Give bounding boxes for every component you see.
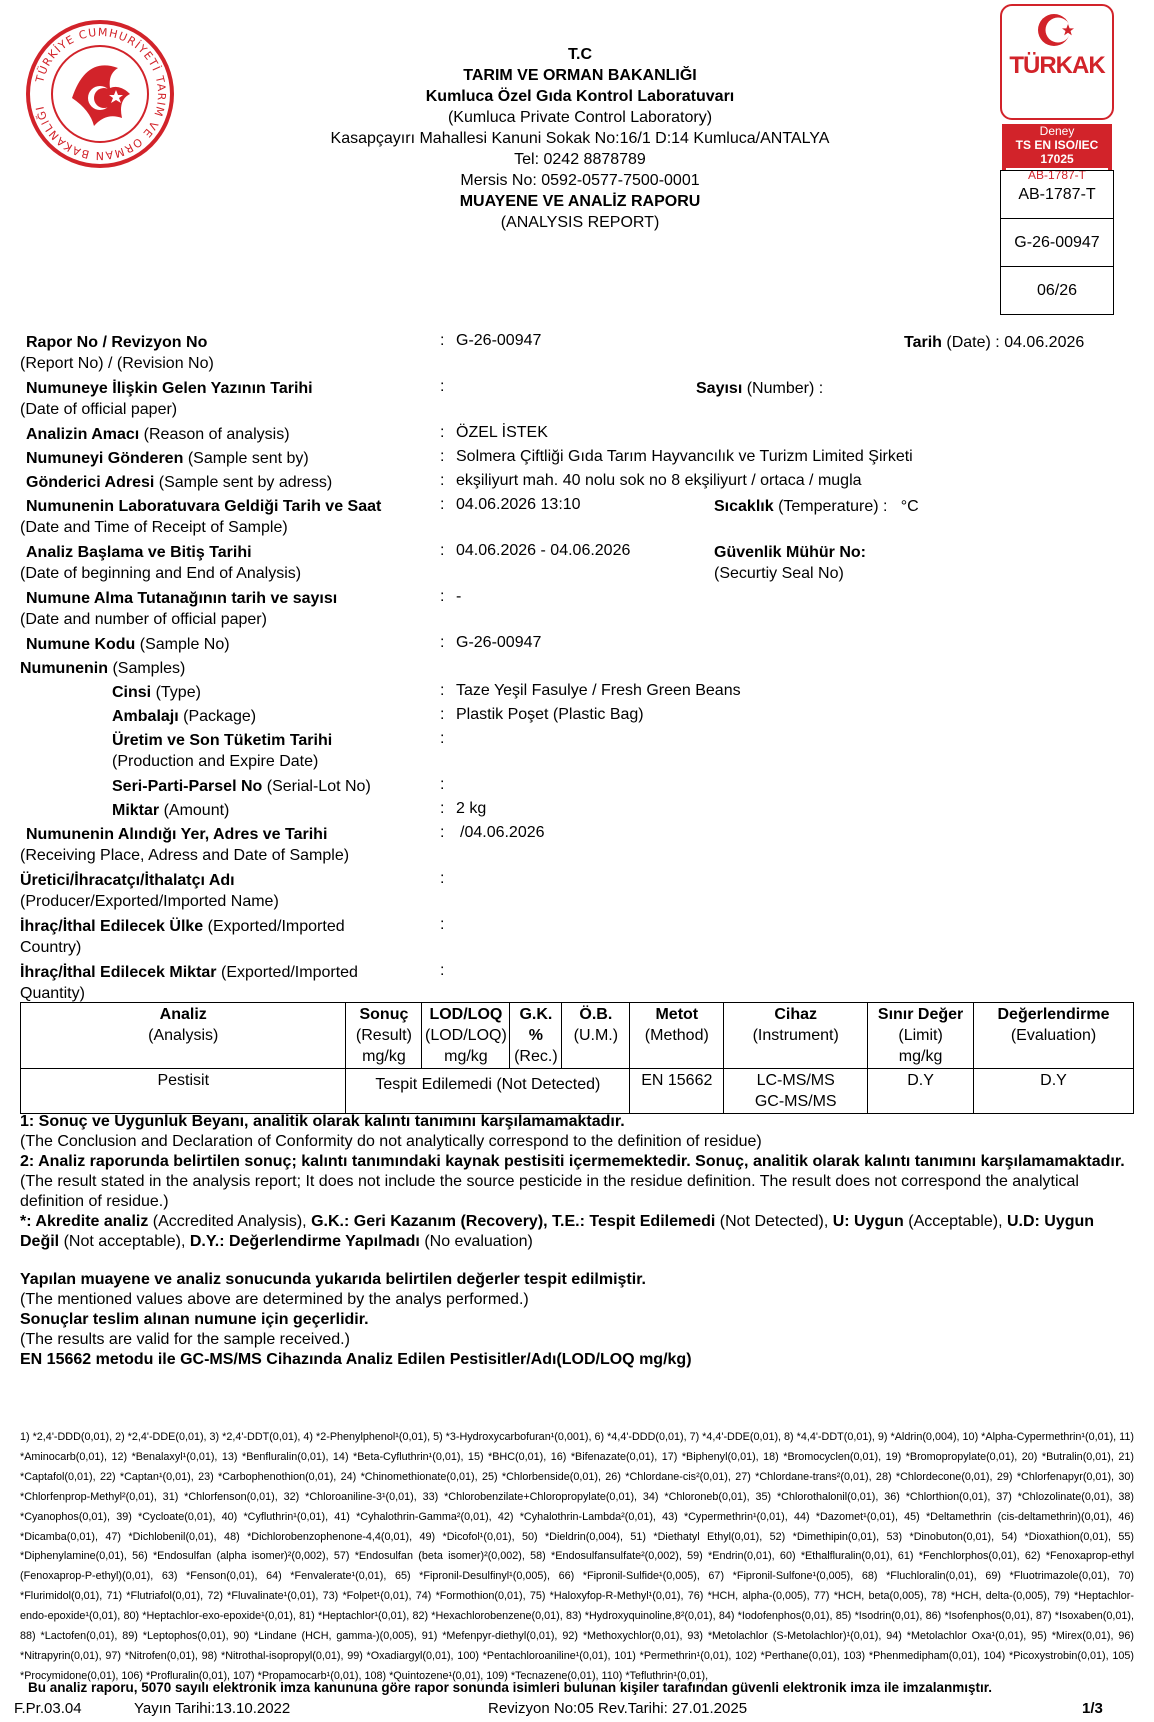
- conclusion-en: (The mentioned values above are determined by the analys performed.): [20, 1291, 529, 1308]
- col-uncertainty: Ö.B. (U.M.): [562, 1003, 630, 1069]
- col-recovery: G.K. % (Rec.): [510, 1003, 562, 1069]
- col-analysis: Analiz (Analysis): [21, 1003, 346, 1069]
- col-limit: Sınır Değer (Limit) mg/kg: [868, 1003, 974, 1069]
- colon: :: [440, 542, 445, 559]
- producer-label-en: (Producer/Exported/Imported Name): [20, 893, 279, 910]
- form-code: F.Pr.03.04: [14, 1700, 82, 1717]
- sender-value: Solmera Çiftliği Gıda Tarım Hayvancılık ve Turizm Limited Şirketi: [456, 448, 913, 465]
- header-mersis: Mersis No: 0592-0577-7500-0001: [460, 172, 700, 189]
- revision-info: Revizyon No:05 Rev.Tarihi: 27.01.2025: [488, 1700, 748, 1717]
- receipt-value: 04.06.2026 13:10: [456, 496, 581, 513]
- reason-value: ÖZEL İSTEK: [456, 424, 548, 441]
- sampling-value: -: [456, 588, 462, 605]
- results-header-row: [21, 1003, 1134, 1069]
- production-date-label-en: (Production and Expire Date): [112, 753, 319, 770]
- crescent-star-icon: [1036, 12, 1078, 48]
- cell-limit: D.Y: [868, 1069, 974, 1114]
- reason-label: Analizin Amacı (Reason of analysis): [26, 426, 290, 443]
- note-2: 2: Analiz raporunda belirtilen sonuç; kalıntı tanımındaki kaynak pestisiti içermemektedir. Sonuç, analitik olarak kalıntı tanımını karşılamamaktadır.: [20, 1153, 1125, 1170]
- cell-analysis: Pestisit: [21, 1069, 346, 1114]
- turkak-logo: [1000, 4, 1114, 120]
- side-period: 06/26: [1001, 267, 1114, 315]
- production-date-label: Üretim ve Son Tüketim Tarihi: [112, 732, 333, 749]
- receiving-place-label-en: (Receiving Place, Adress and Date of Sample): [20, 847, 350, 864]
- header-report-title-en: (ANALYSIS REPORT): [500, 214, 660, 231]
- validity: Sonuçlar teslim alınan numune için geçerlidir.: [20, 1311, 369, 1328]
- pesticide-list-title: EN 15662 metodu ile GC-MS/MS Cihazında Analiz Edilen Pestisitler/Adı(LOD/LOQ mg/kg): [20, 1351, 692, 1368]
- colon: :: [440, 424, 445, 441]
- colon: :: [440, 496, 445, 513]
- samples-label: Numunenin (Samples): [20, 660, 186, 677]
- analysis-dates-value: 04.06.2026 - 04.06.2026: [456, 542, 631, 559]
- colon: :: [440, 800, 445, 817]
- type-value: Taze Yeşil Fasulye / Fresh Green Beans: [456, 682, 741, 699]
- turkak-name: TÜRKAK: [1009, 52, 1105, 79]
- pesticide-list: 1) *2,4'-DDD(0,01), 2) *2,4'-DDE(0,01), 3) *2,4'-DDT(0,01), 4) *2-Phenylphenol¹(0,01), 5) *3-Hydroxycarbofuran¹(0,001), 6) *4,4'-DDD(0,01), 7) *4,4'-DDE(0,01), 8) *4,4'-DDT(0,01), 9) *Aldrin(0,004), 10) *Alpha-Cypermethrin¹(0,01), 11) *Aminocarb(0,01), 12) *Benalaxyl¹(0,01), 13) *Benfluralin(0,01), 14) *Beta-Cyfluthrin¹(0,01), 15) *BHC(0,01), 16) *Bifenazate(0,01), 17) *Biphenyl(0,01), 18) *Bromocyclen(0,01), 19) *Bromopropylate(0,01), 20) *Butralin(0,01), 21) *Captafol(0,01), 22) *Captan¹(0,01), 23) *Carbophenothion(0,01), 24) *Chinomethionate(0,01), 25) *Chlorbenside(0,01), 26) *Chlordane-cis²(0,01), 27) *Chlordane-trans²(0,01), 28) *Chlordecone(0,01), 29) *Chlorfenapyr(0,01), 30) *Chlorfenprop-Methyl²(0,01), 31) *Chlorfenson(0,01), 32) *Chloroaniline-3¹(0,01), 33) *Chlorobenzilate+Chloropropylate(0,01), 34) *Chloroneb(0,01), 35) *Chlorothalonil(0,01), 36) *Chlorthion(0,01), 37) *Chlozolinate(0,01), 38) *Cyanophos(0,01), 39) *Cycloate(0,01), 40) *Cyfluthrin¹(0,01), 41) *Cyhalothrin-Gamma²(0,01), 42) *Cyhalothrin-Lambda²(0,01), 43) *Cypermethrin¹(0,01), 44) *Dazomet¹(0,01), 45) *Deltamethrin (cis-deltamethrin)(0,01), 46) *Dicamba(0,01), 47) *Dichlobenil(0,01), 48) *Dichlorobenzophenone-4,4(0,01), 49) *Dicofol¹(0,01), 50) *Dieldrin(0,004), 51) *Diethatyl Ethyl(0,01), 52) *Dimethipin(0,01), 53) *Dinobuton(0,01), 54) *Dioxathion(0,01), 55) *Diphenylamine(0,01), 56) *Endosulfan (alpha isomer)²(0,002), 57) *Endosulfan (beta isomer)²(0,002), 58) *Endosulfansulfate²(0,002), 59) *Endrin(0,01), 60) *Ethalfluralin(0,01), 61) *Fenchlorphos(0,01), 62) *Fenoxaprop-ethyl (Fenoxaprop-P-ethyl)(0,01), 63) *Fenson(0,01), 64) *Fenvalerate¹(0,01), 65) *Fipronil-Desulfinyl¹(0,005), 66) *Fipronil-Sulfide¹(0,005), 67) *Fipronil-Sulfone¹(0,005), 68) *Fluchloralin(0,01), 69) *Fluotrimazole(0,01), 70) *Flurimidol(0,01), 71) *Flutriafol(0,01), 72) *Fluvalinate¹(0,01), 73) *Folpet¹(0,01), 74) *Formothion(0,01), 75) *Haloxyfop-R-Methyl¹(0,01), 76) *HCH, alpha-(0,005), 77) *HCH, beta(0,005), 78) *HCH, delta-(0,005), 79) *Heptachlor-endo-epoxide¹(0,01), 80) *Heptachlor-exo-epoxide¹(0,01), 81) *Heptachlor¹(0,01), 82) *Hexachlorobenzene(0,01), 83) *Hydroxyquinoline,8²(0,01), 84) *Iodofenphos(0,01), 85) *Isodrin(0,01), 86) *Isofenphos(0,01), 87) *Isoxaben(0,01), 88) *Lactofen(0,01), 89) *Leptophos(0,01), 90) *Lindane (HCH, gamma-)(0,005), 91) *Mefenpyr-diethyl(0,01), 92) *Methoxychlor(0,01), 93) *Metolachlor (S-Metolachlor)¹(0,01), 94) *Metolachlor Oxa¹(0,01), 95) *Mirex(0,01), 96) *Nitrapyrin(0,01), 97) *Nitrofen(0,01), 98) *Nitrothal-isopropyl(0,01), 99) *Oxadiargyl(0,01), 100) *Pentachloroaniline¹(0,01), 101) *Permethrin¹(0,01), 102) *Perthane(0,01), 103) *Phenmedipham(0,01), 104) *Picoxystrobin(0,01), 105) *Procymidone(0,01), 106) *Profluralin(0,01), 107) *Propamocarb¹(0,01), 108) *Quintozene¹(0,01), 109) *Tecnazene(0,01), 110) *Tefluthrin¹(0,01),: [20, 1431, 1134, 1682]
- lot-label: Seri-Parti-Parsel No (Serial-Lot No): [112, 778, 371, 795]
- paper-date-label: Numuneye İlişkin Gelen Yazının Tarihi: [26, 380, 313, 397]
- colon: :: [440, 730, 445, 747]
- seal-label-en: (Securtiy Seal No): [714, 565, 844, 582]
- colon: :: [440, 634, 445, 651]
- colon: :: [440, 776, 445, 793]
- quantity-label: İhraç/İthal Edilecek Miktar (Exported/Imported: [20, 964, 358, 981]
- conclusion: Yapılan muayene ve analiz sonucunda yukarıda belirtilen değerler tespit edilmiştir.: [20, 1271, 646, 1288]
- header-address: Kasapçayırı Mahallesi Kanuni Sokak No:16/1 D:14 Kumluca/ANTALYA: [330, 130, 830, 147]
- number-field: Sayısı (Number) :: [696, 380, 824, 397]
- table-row: [21, 1069, 1134, 1114]
- publish-date: Yayın Tarihi:13.10.2022: [134, 1700, 291, 1717]
- report-no-label: Rapor No / Revizyon No: [26, 334, 208, 351]
- amount-value: 2 kg: [456, 800, 487, 817]
- header-tel: Tel: 0242 8878789: [514, 151, 646, 168]
- colon: :: [440, 916, 445, 933]
- accreditation-code: AB-1787-T: [1006, 168, 1108, 182]
- colon: :: [440, 962, 445, 979]
- col-lod-loq: LOD/LOQ (LOD/LOQ) mg/kg: [422, 1003, 510, 1069]
- colon: :: [440, 378, 445, 395]
- sender-address-value: ekşiliyurt mah. 40 nolu sok no 8 ekşiliyurt / ortaca / mugla: [456, 472, 862, 489]
- header-lab-name-en: (Kumluca Private Control Laboratory): [447, 109, 713, 126]
- standard-label: TS EN ISO/IEC 17025: [1015, 138, 1099, 166]
- header-report-title: MUAYENE VE ANALİZ RAPORU: [459, 193, 701, 210]
- abbreviations: *: Akredite analiz (Accredited Analysis), G.K.: Geri Kazanım (Recovery), T.E.: Tespit Edilemedi (Not Detected), U: Uygun (Acceptable), U.D: Uygun Değil (Not acceptable), D.Y.: Değerlendirme Yapılmadı (No evaluation): [20, 1213, 1095, 1250]
- note-1: 1: Sonuç ve Uygunluk Beyanı, analitik olarak kalıntı tanımını karşılamamaktadır.: [20, 1113, 625, 1130]
- col-instrument: Cihaz (Instrument): [724, 1003, 868, 1069]
- notes-section: [20, 1112, 1134, 1370]
- colon: :: [440, 706, 445, 723]
- col-evaluation: Değerlendirme (Evaluation): [974, 1003, 1134, 1069]
- colon: :: [440, 472, 445, 489]
- header-ministry: TARIM VE ORMAN BAKANLIĞI: [463, 67, 697, 84]
- receipt-label: Numunenin Laboratuvara Geldiği Tarih ve Saat: [26, 498, 382, 515]
- country-label-en: Country): [20, 939, 82, 956]
- amount-label: Miktar (Amount): [112, 802, 230, 819]
- receiving-place-value: /04.06.2026: [460, 824, 545, 841]
- header-tc: T.C: [568, 46, 592, 63]
- side-accreditation-code: AB-1787-T: [1001, 171, 1114, 219]
- page-number: 1/3: [1082, 1700, 1103, 1717]
- paper-date-label-en: (Date of official paper): [20, 401, 178, 418]
- side-report-no: G-26-00947: [1001, 219, 1114, 267]
- type-label: Cinsi (Type): [112, 684, 201, 701]
- analysis-dates-label-en: (Date of beginning and End of Analysis): [20, 565, 302, 582]
- report-header: [300, 44, 860, 233]
- results-table: [20, 1002, 1134, 1114]
- cell-evaluation: D.Y: [974, 1069, 1134, 1114]
- sample-code-value: G-26-00947: [456, 634, 542, 651]
- header-lab-name: Kumluca Özel Gıda Kontrol Laboratuvarı: [425, 88, 735, 105]
- receipt-label-en: (Date and Time of Receipt of Sample): [20, 519, 288, 536]
- package-label: Ambalajı (Package): [112, 708, 257, 725]
- colon: :: [440, 448, 445, 465]
- analysis-dates-label: Analiz Başlama ve Bitiş Tarihi: [26, 544, 252, 561]
- col-method: Metot (Method): [630, 1003, 724, 1069]
- colon: :: [440, 824, 445, 841]
- colon: :: [440, 588, 445, 605]
- colon: :: [440, 682, 445, 699]
- ministry-logo: [24, 18, 176, 170]
- cell-instrument: LC-MS/MS GC-MS/MS: [724, 1069, 868, 1114]
- date-field: Tarih (Date) : 04.06.2026: [904, 334, 1085, 351]
- seal-label: Güvenlik Mühür No:: [714, 544, 866, 561]
- country-label: İhraç/İthal Edilecek Ülke (Exported/Imported: [20, 918, 345, 935]
- date-value: 04.06.2026: [1004, 334, 1085, 351]
- cell-result: Tespit Edilemedi (Not Detected): [346, 1069, 630, 1114]
- colon: :: [440, 332, 445, 349]
- sampling-label: Numune Alma Tutanağının tarih ve sayısı: [26, 590, 338, 607]
- receiving-place-label: Numunenin Alındığı Yer, Adres ve Tarihi: [26, 826, 328, 843]
- validity-en: (The results are valid for the sample received.): [20, 1331, 350, 1348]
- producer-label: Üretici/İhracatçı/İthalatçı Adı: [20, 872, 235, 889]
- sender-label: Numuneyi Gönderen (Sample sent by): [26, 450, 309, 467]
- sampling-label-en: (Date and number of official paper): [20, 611, 267, 628]
- note-1-en: (The Conclusion and Declaration of Conformity do not analytically correspond to the definition of residue): [20, 1133, 762, 1150]
- quantity-label-en: Quantity): [20, 985, 85, 1002]
- temperature-field: Sıcaklık (Temperature) : °C: [714, 498, 919, 515]
- note-2-en: (The result stated in the analysis report; It does not include the source pesticide in the residue definition. The result does not correspond the analytical definition of residue.): [20, 1173, 1079, 1210]
- sample-code-label: Numune Kodu (Sample No): [26, 636, 230, 653]
- deney-label: Deney: [1039, 124, 1075, 138]
- report-no-label-en: (Report No) / (Revision No): [20, 355, 214, 372]
- package-value: Plastik Poşet (Plastic Bag): [456, 706, 644, 723]
- accreditation-badge: [1002, 124, 1112, 182]
- svg-text:TÜRKİYE CUMHURİYETİ TARIM VE O: TÜRKİYE CUMHURİYETİ TARIM VE ORMAN BAKANLIĞI: [33, 25, 169, 163]
- colon: :: [440, 870, 445, 887]
- report-no-value: G-26-00947: [456, 332, 542, 349]
- sender-address-label: Gönderici Adresi (Sample sent by adress): [26, 474, 333, 491]
- col-result: Sonuç (Result) mg/kg: [346, 1003, 422, 1069]
- cell-method: EN 15662: [630, 1069, 724, 1114]
- report-id-box: [1000, 170, 1114, 315]
- signature-note: Bu analiz raporu, 5070 sayılı elektronik imza kanununa göre rapor sonunda isimleri bulunan kişiler tarafından güvenli elektronik imza ile imzalanmıştır.: [28, 1680, 993, 1695]
